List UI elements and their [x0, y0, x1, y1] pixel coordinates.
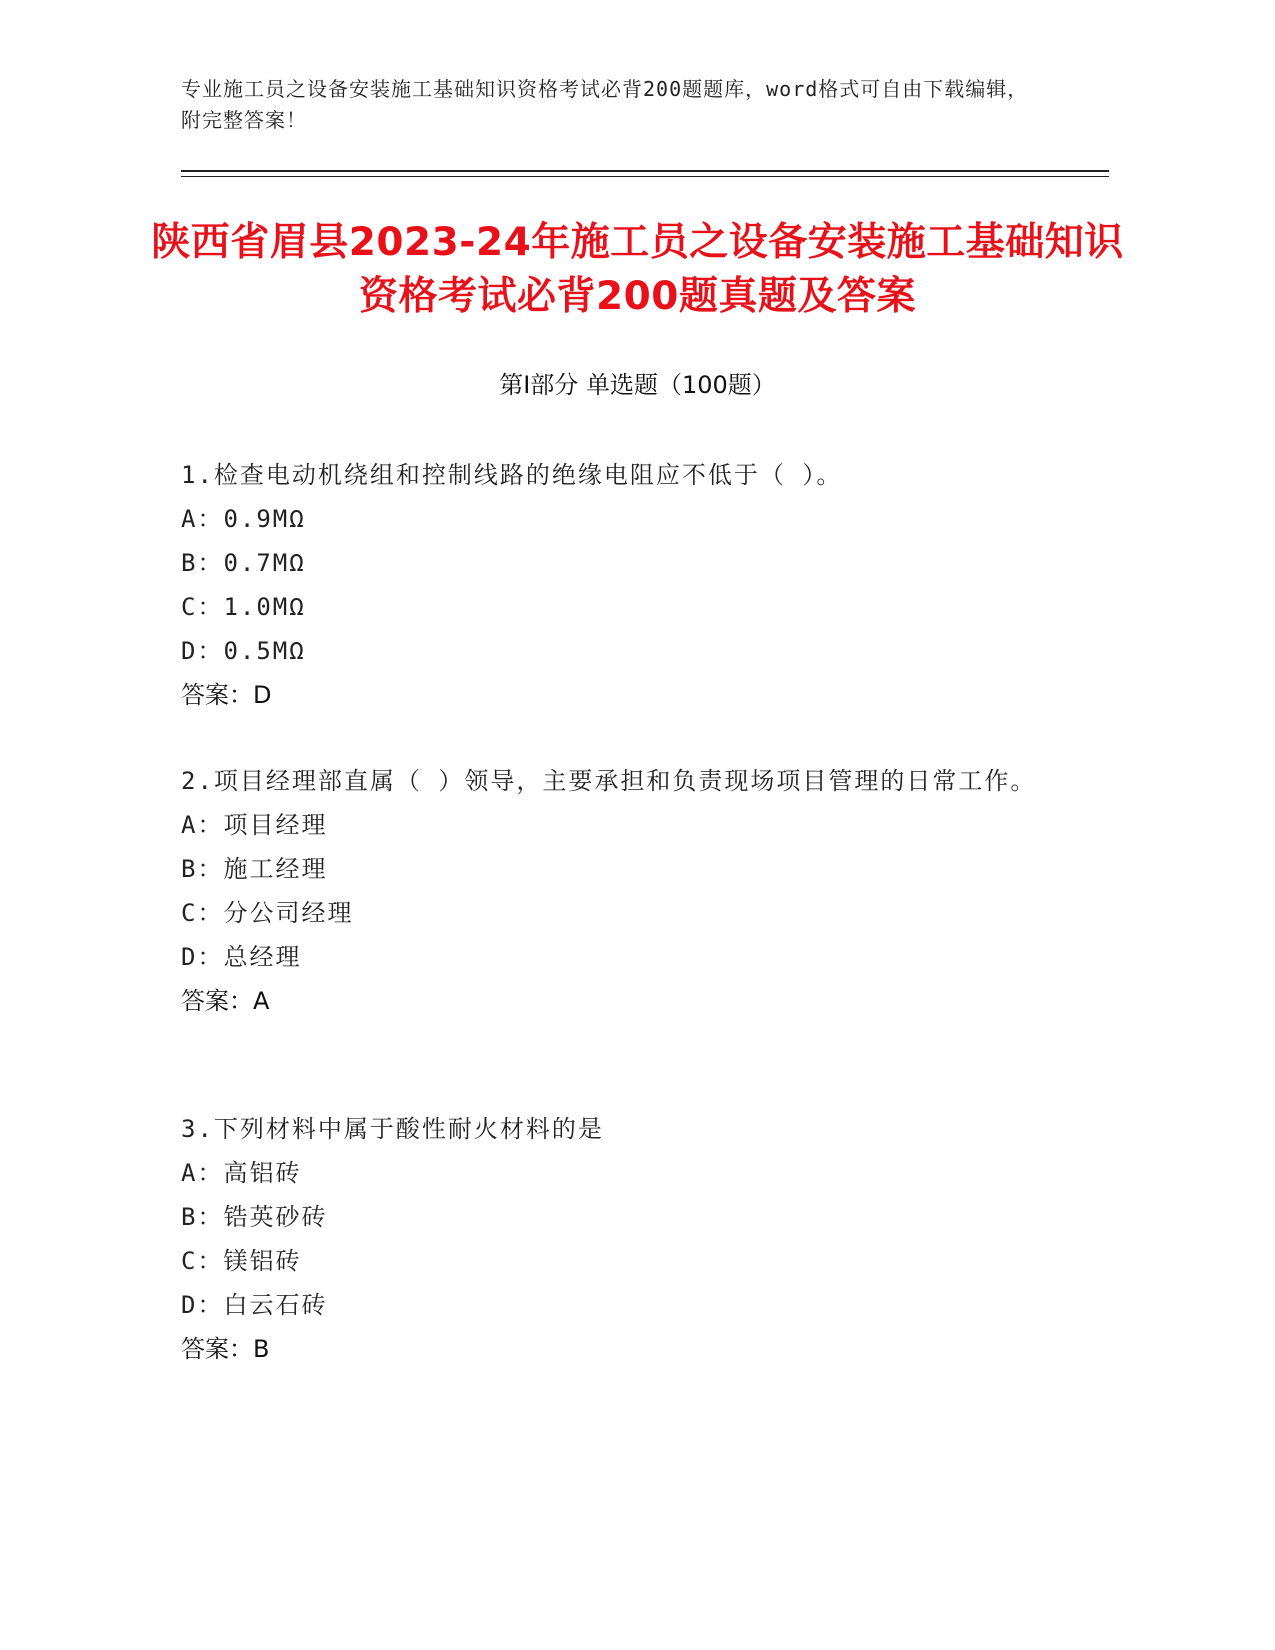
option-a: A：0.9MΩ	[181, 505, 306, 533]
option-c: C：镁铝砖	[181, 1247, 302, 1275]
answer: 答案：D	[181, 681, 272, 709]
option-a: A：项目经理	[181, 811, 328, 839]
answer: 答案：B	[181, 1335, 270, 1363]
question-2	[181, 759, 1041, 1023]
answer: 答案：A	[181, 987, 270, 1015]
header-divider-thin	[181, 176, 1109, 177]
option-c: C：分公司经理	[181, 899, 354, 927]
document-title: 陕西省眉县2023-24年施工员之设备安装施工基础知识资格考试必背200题真题及答案	[151, 220, 1124, 319]
option-b: B：0.7MΩ	[181, 549, 306, 577]
question-stem: 1.检查电动机绕组和控制线路的绝缘电阻应不低于（ ）。	[181, 461, 843, 489]
option-b: B：锆英砂砖	[181, 1203, 328, 1231]
header-divider-thick	[181, 170, 1109, 172]
option-d: D：白云石砖	[181, 1291, 328, 1319]
option-b: B：施工经理	[181, 855, 328, 883]
option-d: D：总经理	[181, 943, 302, 971]
question-3	[181, 1107, 1041, 1371]
option-a: A：高铝砖	[181, 1159, 302, 1187]
option-d: D：0.5MΩ	[181, 637, 306, 665]
question-1	[181, 453, 1041, 717]
section-title: 第I部分 单选题（100题）	[499, 371, 776, 399]
header-note: 专业施工员之设备安装施工基础知识资格考试必背200题题库，word格式可自由下载编辑，附完整答案！	[181, 77, 1029, 132]
option-c: C：1.0MΩ	[181, 593, 306, 621]
question-stem: 3.下列材料中属于酸性耐火材料的是	[181, 1115, 604, 1143]
question-stem: 2.项目经理部直属（ ）领导，主要承担和负责现场项目管理的日常工作。	[181, 767, 1037, 795]
